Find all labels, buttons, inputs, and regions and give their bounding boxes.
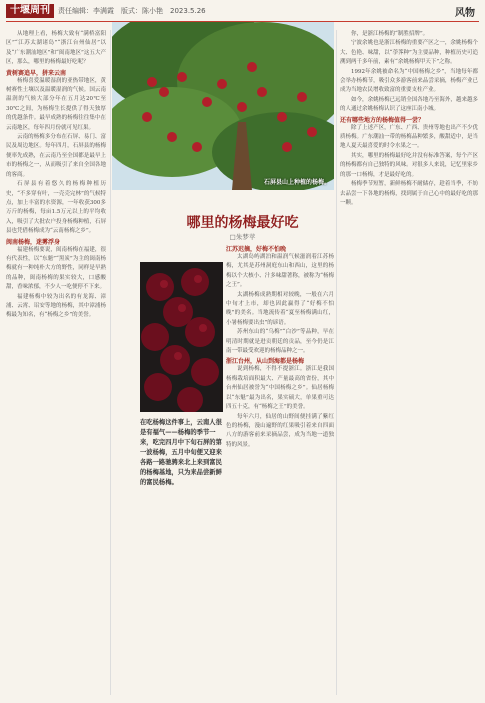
paragraph: 福建杨梅中较为出名的有龙海、漳浦、云霄、诏安等地的杨梅，其中漳浦杨梅最为知名，有“杨梅之乡”的美誉。 [6, 293, 106, 319]
subheading: 黄树赛追早，拼来云南 [6, 69, 67, 77]
paragraph: 太湖杨梅成熟期相对较晚，一般在六月中旬才上市，却也因此赢得了“好梅不怕晚”的美名。当地流传着“夏至杨梅满山红，小暑杨梅要出虫”的谚语。 [226, 291, 334, 326]
subheading: 闽南杨梅，迷雾浮身 [6, 238, 61, 246]
article-title: 哪里的杨梅最好吃 [186, 215, 299, 231]
masthead: 十堰周刊 [6, 4, 54, 18]
photo-caption: 石屏县山上种植的杨梅。 [263, 179, 330, 186]
paragraph: 云南的杨梅多分布在石屏、易门、富民及周边地区。每年四月，石屏县的杨梅便率先成熟，在云南乃至全国都是最早上市的杨梅之一，从而吸引了来自全国各地的客商。 [6, 134, 106, 178]
paragraph: 石屏县有着悠久的杨梅种植历史，“不多穿有叶，一壳壳完林”的气候特点，加上丰富的水资源，一年收获300多万斤的杨梅，每亩1.5万元以上的平均收入，吸引了大批农户投身杨梅种植，石屏县也凭借杨梅成为“云南杨梅之乡”。 [6, 181, 106, 235]
pull-quote: 在吃杨梅这件事上，云南人很是有福气——杨梅的季节一来，吃完四月中下旬石屏的第一波杨梅，五月中旬便又迎来各路一路驰骋来北上来到富民的杨梅基地，只为来品尝新鲜的富民杨梅。 [140, 419, 222, 486]
paragraph: 宁波余姚也是浙江杨梅的重要产区之一，余姚杨梅个大、色艳、味甜，以“荸荠种”为主要品种，种植历史可追溯到两千多年前，素有“余姚杨梅甲天下”之称。 [340, 40, 478, 66]
column-divider [110, 30, 111, 695]
paragraph: 1992年余姚被命名为“中国杨梅之乡”，当地每年都会举办杨梅节，吸引众多游客前来品尝采摘，杨梅产业已成为当地农民增收致富的重要支柱产业。 [340, 68, 478, 94]
column-divider [336, 30, 337, 695]
paragraph: 你，是浙江杨梅的“制胜招牌”。 [351, 31, 429, 37]
article-column-left [6, 30, 106, 695]
page-header [0, 0, 485, 20]
paragraph: 杨梅季节短暂，新鲜杨梅不耐储存，趁着当季，不妨去品尝一下各地的杨梅，找到属于自己心中的最好吃的那一颗。 [340, 181, 478, 206]
paragraph: 每年六月，仙居的山野间便挂满了紫红色的杨梅，漫山遍野的红果吸引着来自四面八方的游客前来采摘品尝，成为当地一道独特的风景。 [226, 413, 334, 448]
paragraph: 如今，余姚杨梅已远销全国各地乃至海外，越来越多的人通过余姚杨梅认识了这座江南小城。 [340, 96, 478, 113]
article-author: □朱梦苹 [229, 233, 256, 241]
paragraph: 除了上述产区，广东、广西、贵州等地也出产不少优质杨梅。广东潮汕一带的杨梅品种繁多，酸甜适中，是当地人夏天最喜爱的时令水果之一。 [340, 124, 478, 150]
bayberry-fruit-illustration [140, 262, 223, 412]
paragraph: 苏州东山的“乌梅”“白沙”等品种，早在明清时期就是进贡朝廷的贡品，至今仍是江南一带最受欢迎的杨梅品种之一。 [226, 329, 334, 355]
paragraph: 从地理上看，杨梅大致有“满桥富阳区”“江苏太湖诸岛”“浙江台州仙居”以及“广东潮汕地区”和“闽南地区”这五大产区，那么，哪里的杨梅最好吃呢？ [6, 31, 106, 66]
subheading: 还有哪些地方的杨梅值得一尝？ [340, 116, 425, 124]
article-column-middle [226, 244, 334, 695]
bayberry-tree-photo [112, 22, 334, 190]
paragraph: 太湖岛屿湖泊和温润气候滋润着江苏杨梅，尤其是苏州洞庭东山和西山，这里的杨梅以个大核小、汁多味甜著称，被称为“杨梅之王”。 [226, 254, 334, 289]
paragraph: 杨梅喜爱温暖湿润的亚热带地区，黄树赛性土壤以及温暖湿润的气候。国云南温润的气候大部分年在五月达20℃至30℃之间，为杨梅生长提供了得天独厚的优越条件。最早成熟的杨梅往往集中在云南地区，每年四月份就可见红果。 [6, 77, 106, 131]
subheading: 浙江台州，从山到海都是杨梅 [226, 358, 305, 366]
subheading: 江苏迟摘，好梅不怕晚 [226, 246, 287, 253]
issue-meta: 责任编辑：李满霞 版式：陈小艳 2023.5.26 [58, 7, 206, 15]
section-name: 风物 [455, 8, 475, 19]
paragraph: 说到杨梅，不得不提浙江。浙江是我国杨梅栽培面积最大、产量最高的省份，其中台州仙居被誉为“中国杨梅之乡”。仙居杨梅以“东魁”最为出名，果实硕大，单果重可达四五十克，有“杨梅之王”的美誉。 [226, 366, 334, 411]
article-column-right [340, 30, 478, 695]
bayberry-fruit-photo [140, 262, 223, 412]
paragraph: 其实，哪里的杨梅最好吃并没有标准答案，每个产区的杨梅都有自己独特的风味。对很多人来说，记忆里家乡的那一口杨梅，才是最好吃的。 [340, 152, 478, 178]
paragraph: 福建杨梅要说，闽南杨梅在福建，很有代表性，以“东魁”“黑炭”为主的闽南杨梅就有一种纯朴大方的野性，同样是早熟的品种，闽南杨梅的果实较大，口感酸甜，香味浓郁，不少人一吃便停不下来。 [6, 246, 106, 291]
bayberry-tree-illustration [112, 22, 334, 190]
